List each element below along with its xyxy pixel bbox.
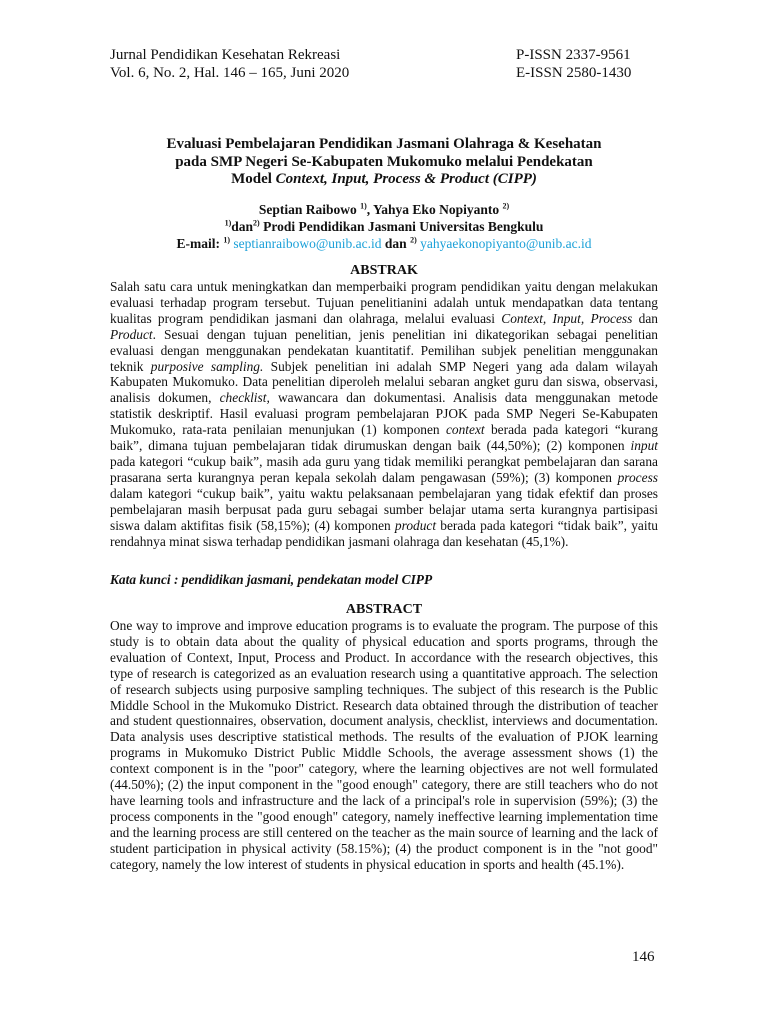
article-title bbox=[110, 136, 658, 189]
abstrak-term: Product bbox=[110, 326, 153, 342]
affil-sup-2: 2) bbox=[253, 218, 260, 228]
affil-sup-1: 1) bbox=[224, 218, 232, 228]
abstract-heading: ABSTRACT bbox=[345, 602, 423, 617]
journal-header-right bbox=[516, 46, 631, 82]
abstrak-term: checklist, bbox=[219, 390, 270, 406]
title-line-3-plain: Model bbox=[231, 171, 276, 187]
author-separator: , bbox=[366, 202, 374, 217]
email-line bbox=[110, 235, 658, 252]
abstrak-heading: ABSTRAK bbox=[350, 263, 418, 278]
abstrak-text: berada pada kategori “kurang baik”, dimana tujuan pembelajaran tidak dirumuskan dengan baik (44,50%); (2) komponen bbox=[110, 422, 659, 454]
journal-name: Jurnal Pendidikan Kesehatan Rekreasi bbox=[110, 47, 341, 63]
email-link-2[interactable]: yahyaekonopiyanto@unib.ac.id bbox=[420, 236, 592, 251]
abstrak-term: context bbox=[445, 422, 485, 438]
affiliation bbox=[110, 218, 658, 235]
email-sup-1: 1) bbox=[223, 235, 231, 245]
author-1: Septian Raibowo bbox=[258, 202, 357, 217]
pissn: P-ISSN 2337-9561 bbox=[516, 47, 631, 63]
title-line-2: pada SMP Negeri Se-Kabupaten Mukomuko melalui Pendekatan bbox=[175, 153, 593, 170]
abstrak-text: dan bbox=[632, 310, 658, 326]
abstrak-text: wawancara dan dokumentasi. Analisis data menggunakan metode statistik deskriptif. Hasil evaluasi program pembelajaran PJOK pada SMP Negeri Se-Kabupaten Mukomuko, rata-rata penilaian menunjukan (1) komponen bbox=[110, 390, 658, 438]
author-2: Yahya Eko Nopiyanto bbox=[373, 202, 500, 217]
abstrak-term: product bbox=[394, 517, 437, 533]
author-block bbox=[110, 201, 658, 252]
title-line-1: Evaluasi Pembelajaran Pendidikan Jasmani Olahraga & Kesehatan bbox=[166, 136, 602, 152]
abstrak-text: berada pada kategori “tidak baik”, yaitu rendahnya minat siswa terhadap pendidikan jasmani olahraga dan kesehatan (45,1%). bbox=[110, 517, 658, 549]
abstrak-body bbox=[110, 279, 658, 549]
title-line-3 bbox=[110, 171, 658, 189]
keywords: Kata kunci : pendidikan jasmani, pendekatan model CIPP bbox=[110, 572, 433, 587]
abstrak-text: dalam kategori “cukup baik”, yaitu waktu pelaksanaan pembelajaran yang tidak efektif dan proses pembelajaran masih berpusat pada guru sebagai sumber belajar utama serta kurangnya partisipasi siswa dalam aktifitas fisik (58,15%); (4) komponen bbox=[110, 485, 658, 533]
author-1-sup: 1) bbox=[360, 201, 367, 211]
abstrak-text: . Sesuai dengan tujuan penelitian, jenis penelitian ini dikategorikan sebagai penelitian evaluasi dengan menggunakan pendekatan kuantitatif. Pemilihan subjek penelitian menggunakan teknik bbox=[110, 326, 658, 374]
email-link-1[interactable]: septianraibowo@unib.ac.id bbox=[233, 236, 382, 251]
author-names bbox=[110, 201, 658, 218]
abstrak-term: input bbox=[630, 438, 658, 454]
author-2-sup: 2) bbox=[502, 201, 510, 211]
affil-text: Prodi Pendidikan Jasmani Universitas Bengkulu bbox=[259, 219, 544, 234]
affil-dan: dan bbox=[231, 219, 254, 234]
eissn: E-ISSN 2580-1430 bbox=[516, 65, 632, 81]
abstrak-term: purposive sampling. bbox=[150, 358, 264, 374]
email-dan: dan bbox=[381, 236, 411, 251]
email-label: E-mail: bbox=[176, 236, 224, 251]
page-number: 146 bbox=[632, 949, 655, 965]
email-sup-2: 2) bbox=[410, 235, 417, 245]
abstrak-text: pada kategori “cukup baik”, masih ada guru yang tidak memiliki perangkat pembelajaran dan sarana prasarana serta kurangnya peran kepala sekolah dalam pengawasan (59%); (3) komponen bbox=[110, 453, 658, 485]
title-line-3-italic: Context, Input, Process & Product (CIPP) bbox=[275, 171, 537, 187]
abstrak-term: Context, Input, Process bbox=[501, 310, 633, 326]
abstract-body: One way to improve and improve education programs is to evaluate the program. The purpose of this study is to obtain data about the quality of physical education and sports programs, through the evaluation of Context, Input, Process and Product. In accordance with the research objectives, this type of research is categorized as an evaluation research using a quantitative approach. The selection of research subjects using purposive sampling techniques. The subject of this research is the Public Middle School in the Mukomuko District. Research data obtained through the distribution of teacher and student questionnaires, observation, document analysis, checklist, interviews and documentation. Data analysis uses descriptive statistical methods. The results of the evaluation of PJOK learning programs in Mukomuko District Public Middle Schools, the average assessment shows (1) the context component is in the "poor" category, where the learning objectives are not well formulated (44.50%); (2) the input component in the "good enough" category, there are still teachers who do not have learning tools and infrastructure and the lack of a principal's role in supervision (59%); (3) the process components in the "good enough" category, namely ineffective learning implementation time and the learning process are still centered on the teacher as the main source of learning and the lack of student participation in physical activity (58.15%); (4) the product component is in the "not good" category, namely the low interest of students in physical education in sports and health (45.1%). bbox=[110, 618, 658, 872]
journal-header-left bbox=[110, 46, 349, 82]
abstrak-text: Salah satu cara untuk meningkatkan dan memperbaiki program pendidikan yaitu dengan melakukan evaluasi terhadap program tersebut. Tujuan penelitianini adalah untuk mendapatkan data tentang kualitas program pendidikan jasmani dan olahraga, melalui evaluasi bbox=[110, 279, 658, 326]
abstrak-text: Subjek penelitian ini adalah SMP Negeri yang ada dalam wilayah Kabupaten Mukomuko. Data penelitian diperoleh melalui sebaran angket guru dan siswa, observasi, analisis dokumen, bbox=[110, 358, 658, 406]
abstrak-term: process bbox=[617, 469, 658, 485]
journal-volume: Vol. 6, No. 2, Hal. 146 – 165, Juni 2020 bbox=[110, 65, 350, 81]
